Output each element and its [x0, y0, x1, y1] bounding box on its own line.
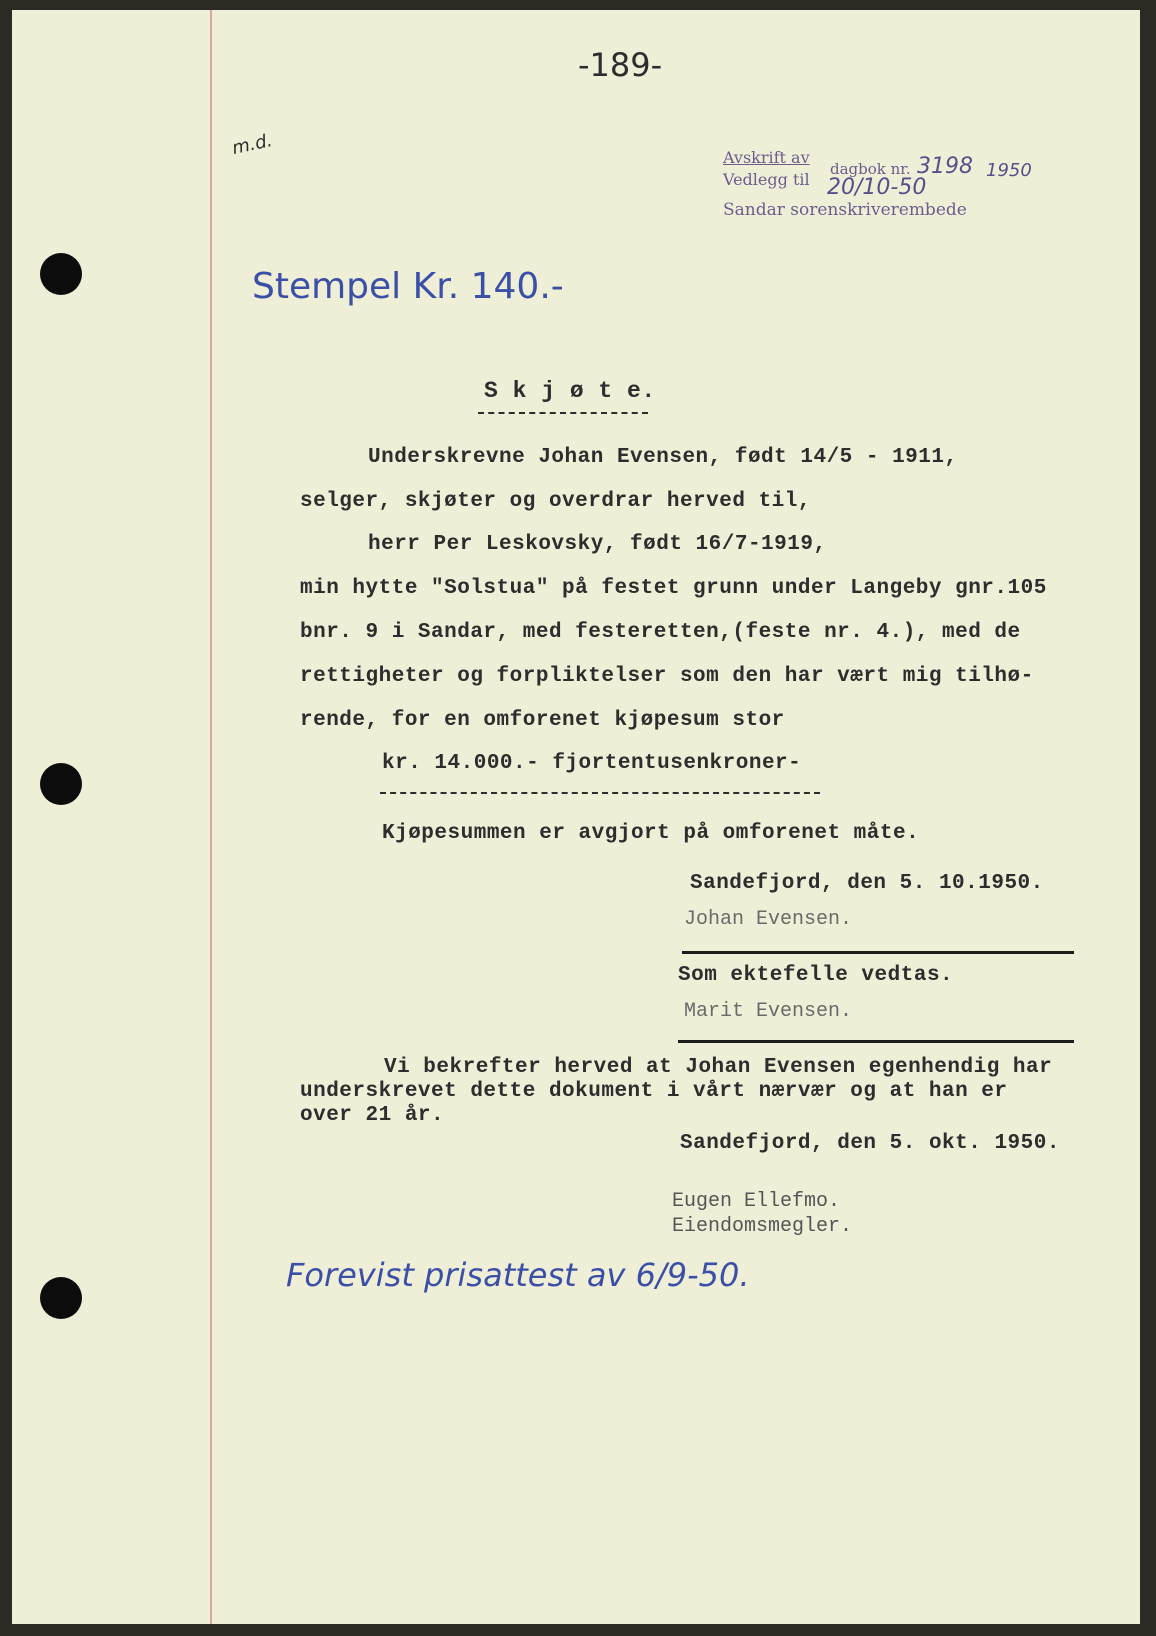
settlement-line: Kjøpesummen er avgjort på omforenet måte.: [382, 822, 920, 845]
body-line-7: rende, for en omforenet kjøpesum stor: [300, 709, 785, 732]
stamp-label-1: Avskrift av: [723, 148, 810, 167]
stamp-dagbok-label: dagbok nr.: [830, 160, 911, 178]
witness-line-1: Vi bekrefter herved at Johan Evensen egenhendig har: [384, 1056, 1053, 1079]
body-line-6: rettigheter og forpliktelser som den har vært mig tilhø-: [300, 665, 1034, 688]
stamp-dagbok-number: 3198: [917, 154, 973, 179]
punch-hole: [40, 763, 82, 805]
seller-signature-line: [682, 951, 1074, 954]
spouse-signature: Marit Evensen.: [684, 1000, 853, 1023]
place-date-1: Sandefjord, den 5. 10.1950.: [690, 872, 1044, 895]
spouse-consent: Som ektefelle vedtas.: [678, 964, 954, 987]
witness-name: Eugen Ellefmo.: [672, 1190, 841, 1213]
price-certificate-note: Forevist prisattest av 6/9-50.: [286, 1256, 750, 1294]
title-underline: [478, 412, 648, 414]
body-line-3: herr Per Leskovsky, født 16/7-1919,: [368, 533, 827, 556]
marginal-mark: m.d.: [230, 130, 275, 159]
purchase-amount: kr. 14.000.- fjortentusenkroner-: [382, 752, 802, 775]
document-page: [12, 10, 1140, 1624]
amount-underline: [380, 792, 820, 794]
body-line-2: selger, skjøter og overdrar herved til,: [300, 490, 811, 513]
document-title: S k j ø t e.: [484, 378, 656, 404]
witness-line-3: over 21 år.: [300, 1104, 445, 1127]
stamp-date: 20/10-50: [827, 175, 927, 200]
witness-title: Eiendomsmegler.: [672, 1215, 853, 1238]
body-line-4: min hytte "Solstua" på festet grunn under Langeby gnr.105: [300, 577, 1047, 600]
witness-place-date: Sandefjord, den 5. okt. 1950.: [680, 1132, 1060, 1155]
stamp-label-2: Vedlegg til: [723, 170, 810, 189]
page-number: -189-: [578, 46, 663, 84]
witness-line-2: underskrevet dette dokument i vårt nærvær og at han er: [300, 1080, 1008, 1103]
stamp-office: Sandar sorenskriverembede: [723, 200, 967, 220]
spouse-signature-line: [678, 1040, 1074, 1043]
body-line-5: bnr. 9 i Sandar, med festeretten,(feste nr. 4.), med de: [300, 621, 1021, 644]
punch-hole: [40, 253, 82, 295]
seller-signature: Johan Evensen.: [684, 908, 853, 931]
margin-line: [210, 10, 212, 1624]
body-line-1: Underskrevne Johan Evensen, født 14/5 - 1911,: [368, 446, 958, 469]
punch-hole: [40, 1277, 82, 1319]
stamp-year: 1950: [986, 160, 1032, 181]
stamp-duty-note: Stempel Kr. 140.-: [252, 266, 564, 307]
